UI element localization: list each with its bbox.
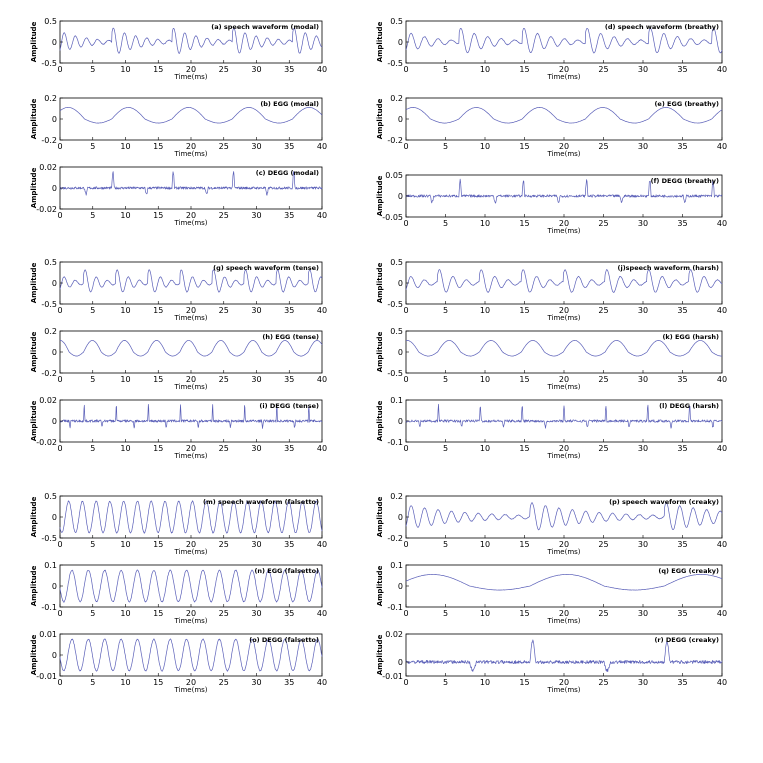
y-tick-label: -0.2 xyxy=(387,136,403,145)
x-tick-label: 15 xyxy=(153,375,164,384)
y-axis-label: Amplitude xyxy=(376,262,384,304)
panel xyxy=(30,94,327,158)
x-tick-label: 40 xyxy=(316,678,328,687)
x-tick-label: 30 xyxy=(637,142,649,151)
panel-title: (c) DEGG (modal) xyxy=(255,169,319,177)
x-tick-label: 40 xyxy=(716,375,728,384)
y-tick-label: -0.5 xyxy=(387,300,403,309)
x-tick-label: 20 xyxy=(558,678,570,687)
y-tick-label: 0 xyxy=(51,38,57,47)
x-tick-label: 30 xyxy=(251,540,262,549)
x-axis-label: Time(ms) xyxy=(174,150,208,158)
x-tick-label: 35 xyxy=(284,444,295,453)
x-tick-label: 30 xyxy=(251,65,262,74)
y-tick-label: 0.02 xyxy=(385,630,403,639)
x-tick-label: 35 xyxy=(284,65,295,74)
y-axis-label: Amplitude xyxy=(376,21,384,63)
y-axis-label: Amplitude xyxy=(30,400,38,442)
y-axis-label: Amplitude xyxy=(376,565,384,607)
x-tick-label: 0 xyxy=(57,609,63,618)
x-tick-label: 15 xyxy=(519,306,530,315)
x-axis-label: Time(ms) xyxy=(174,314,208,322)
y-tick-label: 0.5 xyxy=(390,327,403,336)
x-axis-label: Time(ms) xyxy=(547,314,581,322)
x-tick-label: 20 xyxy=(185,678,197,687)
x-tick-label: 0 xyxy=(57,306,63,315)
x-tick-label: 0 xyxy=(403,678,409,687)
y-tick-label: 0 xyxy=(397,279,403,288)
x-tick-label: 0 xyxy=(403,142,409,151)
x-tick-label: 15 xyxy=(519,65,530,74)
x-tick-label: 40 xyxy=(316,444,328,453)
x-tick-label: 0 xyxy=(57,678,63,687)
x-tick-label: 35 xyxy=(677,65,688,74)
y-tick-label: -0.5 xyxy=(41,300,57,309)
y-axis-label: Amplitude xyxy=(376,496,384,538)
x-tick-label: 40 xyxy=(716,306,728,315)
x-tick-label: 35 xyxy=(284,540,295,549)
y-tick-label: -0.5 xyxy=(41,59,57,68)
x-tick-label: 0 xyxy=(403,444,409,453)
y-tick-label: 0.2 xyxy=(390,94,403,103)
y-tick-label: 0.5 xyxy=(390,258,403,267)
x-tick-label: 15 xyxy=(153,65,164,74)
x-tick-label: 5 xyxy=(90,678,96,687)
x-tick-label: 25 xyxy=(218,211,229,220)
x-axis-label: Time(ms) xyxy=(174,73,208,81)
y-axis-label: Amplitude xyxy=(30,262,38,304)
x-tick-label: 30 xyxy=(251,375,262,384)
x-tick-label: 10 xyxy=(120,65,131,74)
x-tick-label: 30 xyxy=(637,375,649,384)
y-tick-label: -0.1 xyxy=(387,603,403,612)
y-tick-label: 0 xyxy=(397,348,403,357)
x-tick-label: 35 xyxy=(677,609,688,618)
x-tick-label: 40 xyxy=(316,375,328,384)
x-tick-label: 20 xyxy=(558,219,570,228)
panel-title: (b) EGG (modal) xyxy=(260,100,319,108)
x-tick-label: 35 xyxy=(677,540,688,549)
x-tick-label: 20 xyxy=(558,142,570,151)
y-tick-label: -0.2 xyxy=(41,369,57,378)
x-tick-label: 5 xyxy=(442,375,449,384)
x-tick-label: 25 xyxy=(598,219,609,228)
x-tick-label: 20 xyxy=(185,609,197,618)
x-tick-label: 40 xyxy=(316,540,328,549)
x-tick-label: 5 xyxy=(442,142,449,151)
y-tick-label: 0.2 xyxy=(44,327,57,336)
x-tick-label: 30 xyxy=(637,444,649,453)
y-axis-label: Amplitude xyxy=(30,331,38,373)
x-tick-label: 25 xyxy=(598,142,609,151)
y-tick-label: 0.2 xyxy=(44,94,57,103)
y-axis-label: Amplitude xyxy=(376,98,384,140)
y-tick-label: 0.1 xyxy=(390,561,403,570)
y-tick-label: -0.1 xyxy=(41,603,57,612)
y-tick-label: 0 xyxy=(51,348,57,357)
y-tick-label: 0.1 xyxy=(390,396,403,405)
x-tick-label: 20 xyxy=(185,444,197,453)
panel-title: (k) EGG (harsh) xyxy=(662,333,719,341)
y-tick-label: 0.5 xyxy=(390,17,403,26)
panel xyxy=(376,94,727,158)
x-tick-label: 30 xyxy=(637,65,649,74)
x-axis-label: Time(ms) xyxy=(547,452,581,460)
panel xyxy=(30,630,327,694)
panel-title: (e) EGG (breathy) xyxy=(654,100,719,108)
panel xyxy=(376,171,727,235)
x-tick-label: 5 xyxy=(90,211,96,220)
panel-title: (g) speech waveform (tense) xyxy=(213,264,319,272)
x-tick-label: 25 xyxy=(598,444,609,453)
x-axis-label: Time(ms) xyxy=(547,227,581,235)
x-tick-label: 40 xyxy=(316,306,328,315)
x-tick-label: 5 xyxy=(442,678,449,687)
y-tick-label: -0.5 xyxy=(41,534,57,543)
x-tick-label: 35 xyxy=(284,609,295,618)
x-tick-label: 15 xyxy=(519,142,530,151)
y-tick-label: -0.01 xyxy=(382,672,403,681)
x-tick-label: 20 xyxy=(185,211,197,220)
x-tick-label: 30 xyxy=(251,142,262,151)
x-tick-label: 25 xyxy=(218,444,229,453)
panel xyxy=(30,258,327,322)
x-tick-label: 40 xyxy=(316,142,328,151)
x-tick-label: 40 xyxy=(316,211,328,220)
x-tick-label: 25 xyxy=(218,540,229,549)
panel-title: (d) speech waveform (breathy) xyxy=(604,23,719,31)
x-axis-label: Time(ms) xyxy=(547,548,581,556)
x-tick-label: 40 xyxy=(716,219,728,228)
x-tick-label: 30 xyxy=(251,211,262,220)
x-tick-label: 10 xyxy=(120,306,131,315)
x-tick-label: 40 xyxy=(316,65,328,74)
x-tick-label: 10 xyxy=(479,444,491,453)
x-tick-label: 15 xyxy=(519,375,530,384)
panel-title: (h) EGG (tense) xyxy=(262,333,319,341)
y-tick-label: 0 xyxy=(397,417,403,426)
y-tick-label: 0 xyxy=(397,115,403,124)
x-tick-label: 15 xyxy=(153,142,164,151)
x-tick-label: 10 xyxy=(479,142,491,151)
x-tick-label: 5 xyxy=(90,142,96,151)
y-tick-label: -0.2 xyxy=(41,136,57,145)
x-tick-label: 15 xyxy=(519,609,530,618)
x-tick-label: 10 xyxy=(120,609,131,618)
x-tick-label: 40 xyxy=(716,65,728,74)
y-tick-label: -0.2 xyxy=(387,534,403,543)
x-tick-label: 5 xyxy=(90,306,96,315)
x-tick-label: 20 xyxy=(185,540,197,549)
panel xyxy=(30,163,327,227)
x-tick-label: 35 xyxy=(284,211,295,220)
y-tick-label: -0.02 xyxy=(36,438,57,447)
x-tick-label: 25 xyxy=(598,65,609,74)
panel xyxy=(30,17,327,81)
panel xyxy=(376,396,727,460)
x-tick-label: 5 xyxy=(90,444,96,453)
x-tick-label: 0 xyxy=(57,540,63,549)
x-tick-label: 10 xyxy=(479,609,491,618)
x-tick-label: 25 xyxy=(598,375,609,384)
x-tick-label: 0 xyxy=(57,65,63,74)
panel-title: (a) speech waveform (modal) xyxy=(211,23,319,31)
panel-title: (f) DEGG (breathy) xyxy=(650,177,719,185)
y-tick-label: 0 xyxy=(397,192,403,201)
x-tick-label: 25 xyxy=(218,65,229,74)
x-tick-label: 10 xyxy=(479,540,491,549)
x-tick-label: 0 xyxy=(57,142,63,151)
x-tick-label: 15 xyxy=(519,540,530,549)
panel xyxy=(30,561,327,625)
x-tick-label: 30 xyxy=(637,678,649,687)
panel xyxy=(376,17,727,81)
x-tick-label: 5 xyxy=(442,65,449,74)
x-tick-label: 10 xyxy=(120,540,131,549)
x-tick-label: 35 xyxy=(284,678,295,687)
x-tick-label: 35 xyxy=(677,444,688,453)
x-tick-label: 40 xyxy=(716,444,728,453)
x-tick-label: 20 xyxy=(185,65,197,74)
y-tick-label: -0.1 xyxy=(387,438,403,447)
x-tick-label: 25 xyxy=(598,609,609,618)
x-axis-label: Time(ms) xyxy=(174,383,208,391)
x-axis-label: Time(ms) xyxy=(547,617,581,625)
x-tick-label: 25 xyxy=(218,375,229,384)
panel xyxy=(376,492,727,556)
x-tick-label: 30 xyxy=(251,444,262,453)
x-tick-label: 15 xyxy=(153,444,164,453)
x-tick-label: 35 xyxy=(284,306,295,315)
x-tick-label: 35 xyxy=(284,375,295,384)
x-tick-label: 35 xyxy=(677,678,688,687)
panel xyxy=(376,561,727,625)
x-tick-label: 20 xyxy=(558,609,570,618)
x-tick-label: 30 xyxy=(637,219,649,228)
y-tick-label: 0.1 xyxy=(44,561,57,570)
x-axis-label: Time(ms) xyxy=(547,383,581,391)
x-tick-label: 20 xyxy=(185,306,197,315)
x-tick-label: 25 xyxy=(218,306,229,315)
y-axis-label: Amplitude xyxy=(30,98,38,140)
panel xyxy=(30,327,327,391)
x-tick-label: 10 xyxy=(479,375,491,384)
x-tick-label: 10 xyxy=(479,678,491,687)
x-tick-label: 20 xyxy=(558,306,570,315)
panel-title: (l) DEGG (harsh) xyxy=(659,402,719,410)
y-axis-label: Amplitude xyxy=(30,21,38,63)
x-tick-label: 35 xyxy=(677,306,688,315)
panel-title: (n) EGG (falsetto) xyxy=(254,567,319,575)
y-tick-label: 0.01 xyxy=(39,630,57,639)
x-tick-label: 0 xyxy=(403,65,409,74)
x-tick-label: 5 xyxy=(442,306,449,315)
x-tick-label: 5 xyxy=(442,609,449,618)
x-tick-label: 15 xyxy=(519,444,530,453)
x-tick-label: 40 xyxy=(716,678,728,687)
y-tick-label: 0 xyxy=(397,658,403,667)
x-tick-label: 5 xyxy=(90,609,96,618)
x-tick-label: 15 xyxy=(519,219,530,228)
y-axis-label: Amplitude xyxy=(376,400,384,442)
x-tick-label: 0 xyxy=(403,540,409,549)
x-tick-label: 5 xyxy=(442,219,449,228)
x-tick-label: 5 xyxy=(90,375,96,384)
x-tick-label: 30 xyxy=(251,306,262,315)
y-tick-label: 0 xyxy=(51,513,57,522)
x-tick-label: 30 xyxy=(637,306,649,315)
y-axis-label: Amplitude xyxy=(30,565,38,607)
x-tick-label: 30 xyxy=(251,678,262,687)
x-tick-label: 15 xyxy=(153,540,164,549)
y-tick-label: 0 xyxy=(51,417,57,426)
y-axis-label: Amplitude xyxy=(30,634,38,676)
y-tick-label: 0 xyxy=(51,115,57,124)
x-tick-label: 15 xyxy=(153,678,164,687)
x-tick-label: 0 xyxy=(403,375,409,384)
y-axis-label: Amplitude xyxy=(376,175,384,217)
y-tick-label: 0.5 xyxy=(44,492,57,501)
y-tick-label: 0 xyxy=(51,651,57,660)
x-axis-label: Time(ms) xyxy=(174,617,208,625)
panel-title: (r) DEGG (creaky) xyxy=(654,636,719,644)
x-tick-label: 0 xyxy=(403,609,409,618)
x-tick-label: 20 xyxy=(185,142,197,151)
x-axis-label: Time(ms) xyxy=(174,219,208,227)
y-axis-label: Amplitude xyxy=(376,634,384,676)
x-tick-label: 15 xyxy=(153,306,164,315)
y-axis-label: Amplitude xyxy=(30,496,38,538)
x-tick-label: 10 xyxy=(120,142,131,151)
y-tick-label: 0 xyxy=(51,582,57,591)
x-tick-label: 20 xyxy=(185,375,197,384)
x-tick-label: 0 xyxy=(57,444,63,453)
x-tick-label: 30 xyxy=(637,609,649,618)
x-tick-label: 40 xyxy=(716,609,728,618)
x-axis-label: Time(ms) xyxy=(174,686,208,694)
y-tick-label: -0.02 xyxy=(36,205,57,214)
x-tick-label: 25 xyxy=(218,609,229,618)
x-tick-label: 10 xyxy=(120,211,131,220)
x-tick-label: 10 xyxy=(479,65,491,74)
panel xyxy=(376,258,727,322)
y-tick-label: -0.5 xyxy=(387,369,403,378)
x-tick-label: 10 xyxy=(120,444,131,453)
x-axis-label: Time(ms) xyxy=(547,73,581,81)
y-tick-label: 0 xyxy=(397,513,403,522)
x-tick-label: 5 xyxy=(90,540,96,549)
panel xyxy=(30,492,327,556)
x-tick-label: 30 xyxy=(637,540,649,549)
x-tick-label: 5 xyxy=(90,65,96,74)
x-tick-label: 25 xyxy=(218,678,229,687)
y-tick-label: 0.5 xyxy=(44,17,57,26)
x-tick-label: 20 xyxy=(558,540,570,549)
x-axis-label: Time(ms) xyxy=(547,686,581,694)
panel xyxy=(30,396,327,460)
y-tick-label: 0.2 xyxy=(390,492,403,501)
x-tick-label: 20 xyxy=(558,375,570,384)
x-tick-label: 10 xyxy=(120,678,131,687)
y-tick-label: 0.02 xyxy=(39,163,57,172)
x-tick-label: 25 xyxy=(598,678,609,687)
x-tick-label: 35 xyxy=(677,142,688,151)
x-tick-label: 20 xyxy=(558,65,570,74)
x-tick-label: 35 xyxy=(677,375,688,384)
x-tick-label: 40 xyxy=(716,142,728,151)
x-tick-label: 10 xyxy=(120,375,131,384)
x-tick-label: 10 xyxy=(479,306,491,315)
x-tick-label: 35 xyxy=(677,219,688,228)
x-tick-label: 40 xyxy=(716,540,728,549)
x-tick-label: 5 xyxy=(442,444,449,453)
panel-title: (o) DEGG (falsetto) xyxy=(249,636,319,644)
y-tick-label: 0.5 xyxy=(44,258,57,267)
x-tick-label: 0 xyxy=(57,211,63,220)
panel-title: (q) EGG (creaky) xyxy=(658,567,719,575)
x-tick-label: 35 xyxy=(284,142,295,151)
y-tick-label: 0 xyxy=(51,279,57,288)
y-tick-label: 0.02 xyxy=(39,396,57,405)
y-axis-label: Amplitude xyxy=(30,167,38,209)
panel-title: (p) speech waveform (creaky) xyxy=(609,498,719,506)
y-tick-label: 0 xyxy=(51,184,57,193)
y-axis-label: Amplitude xyxy=(376,331,384,373)
x-tick-label: 25 xyxy=(598,306,609,315)
panel-title: (i) DEGG (tense) xyxy=(259,402,319,410)
x-tick-label: 25 xyxy=(218,142,229,151)
x-tick-label: 0 xyxy=(57,375,63,384)
x-axis-label: Time(ms) xyxy=(174,548,208,556)
y-tick-label: 0 xyxy=(397,582,403,591)
x-tick-label: 15 xyxy=(519,678,530,687)
x-tick-label: 20 xyxy=(558,444,570,453)
x-tick-label: 15 xyxy=(153,211,164,220)
y-tick-label: -0.01 xyxy=(36,672,57,681)
x-tick-label: 0 xyxy=(403,219,409,228)
y-tick-label: -0.5 xyxy=(387,59,403,68)
x-axis-label: Time(ms) xyxy=(547,150,581,158)
x-tick-label: 40 xyxy=(316,609,328,618)
y-tick-label: 0.05 xyxy=(385,171,403,180)
panel xyxy=(376,327,727,391)
x-tick-label: 10 xyxy=(479,219,491,228)
x-tick-label: 5 xyxy=(442,540,449,549)
x-tick-label: 25 xyxy=(598,540,609,549)
y-tick-label: -0.05 xyxy=(382,213,403,222)
x-axis-label: Time(ms) xyxy=(174,452,208,460)
panel-title: (m) speech waveform (falsetto) xyxy=(203,498,319,506)
x-tick-label: 0 xyxy=(403,306,409,315)
y-tick-label: 0 xyxy=(397,38,403,47)
x-tick-label: 15 xyxy=(153,609,164,618)
panel xyxy=(376,630,727,694)
panel-title: (j)speech waveform (harsh) xyxy=(617,264,719,272)
x-tick-label: 30 xyxy=(251,609,262,618)
